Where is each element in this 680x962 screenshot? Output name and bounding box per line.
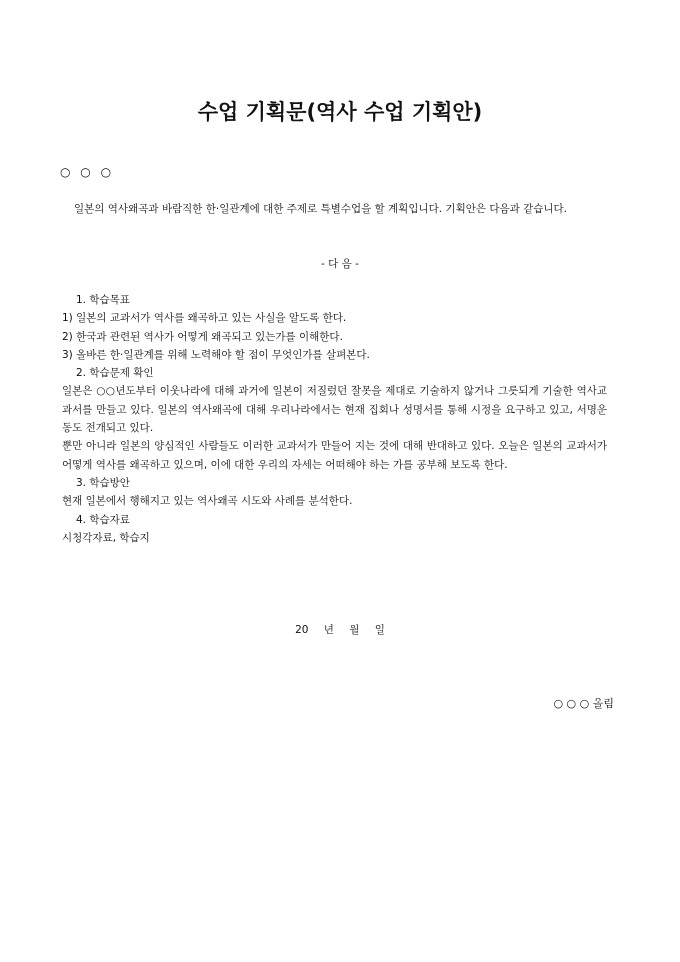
section-heading-problem: 2. 학습문제 확인 <box>76 367 154 380</box>
goal-item-3: 3) 올바른 한·일관계를 위해 노력해야 할 점이 무엇인가를 살펴본다. <box>62 348 370 361</box>
materials-text: 시청각자료, 학습지 <box>62 531 150 544</box>
document-title: 수업 기획문(역사 수업 기획안) <box>197 100 483 124</box>
method-text: 현재 일본에서 행해지고 있는 역사왜곡 시도와 사례를 분석한다. <box>62 495 353 508</box>
intro-paragraph: 일본의 역사왜곡과 바람직한 한·일관계에 대한 주제로 특별수업을 할 계획입니다. 기획안은 다음과 같습니다. <box>74 203 568 215</box>
section-heading-method: 3. 학습방안 <box>76 476 130 489</box>
problem-paragraph-1: 일본은 ○○년도부터 이웃나라에 대해 과거에 일본이 저질렀던 잘못을 제대로 기술하지 않거나 그릇되게 기술한 역사교과서를 만들고 있다. 일본의 역사왜곡에 대해 우리나라에서는 현재 집회나 성명서를 통해 시정을 요구하고 있고, 서명운동도 전개되고 있다. <box>62 385 607 435</box>
section-heading-materials: 4. 학습자료 <box>76 513 130 526</box>
signature: ○ ○ ○ 올림 <box>553 697 614 710</box>
problem-paragraph-2: 뿐만 아니라 일본의 양심적인 사람들도 이러한 교과서가 만들어 지는 것에 대해 반대하고 있다. 오늘은 일본의 교과서가 어떻게 역사를 왜곡하고 있으며, 이에 대한 우리의 자세는 어떠해야 하는 가를 공부해 보도록 한다. <box>62 440 607 471</box>
section-heading-goals: 1. 학습목표 <box>76 294 130 306</box>
dagum-separator: - 다 음 - <box>321 258 359 270</box>
recipient: ○ ○ ○ <box>60 165 115 179</box>
goal-item-2: 2) 한국과 관련된 역사가 어떻게 왜곡되고 있는가를 이해한다. <box>62 330 343 343</box>
plan-body <box>62 291 607 547</box>
date-line: 20 년 월 일 <box>295 624 385 636</box>
goal-item-1: 1) 일본의 교과서가 역사를 왜곡하고 있는 사실을 알도록 한다. <box>62 312 347 325</box>
